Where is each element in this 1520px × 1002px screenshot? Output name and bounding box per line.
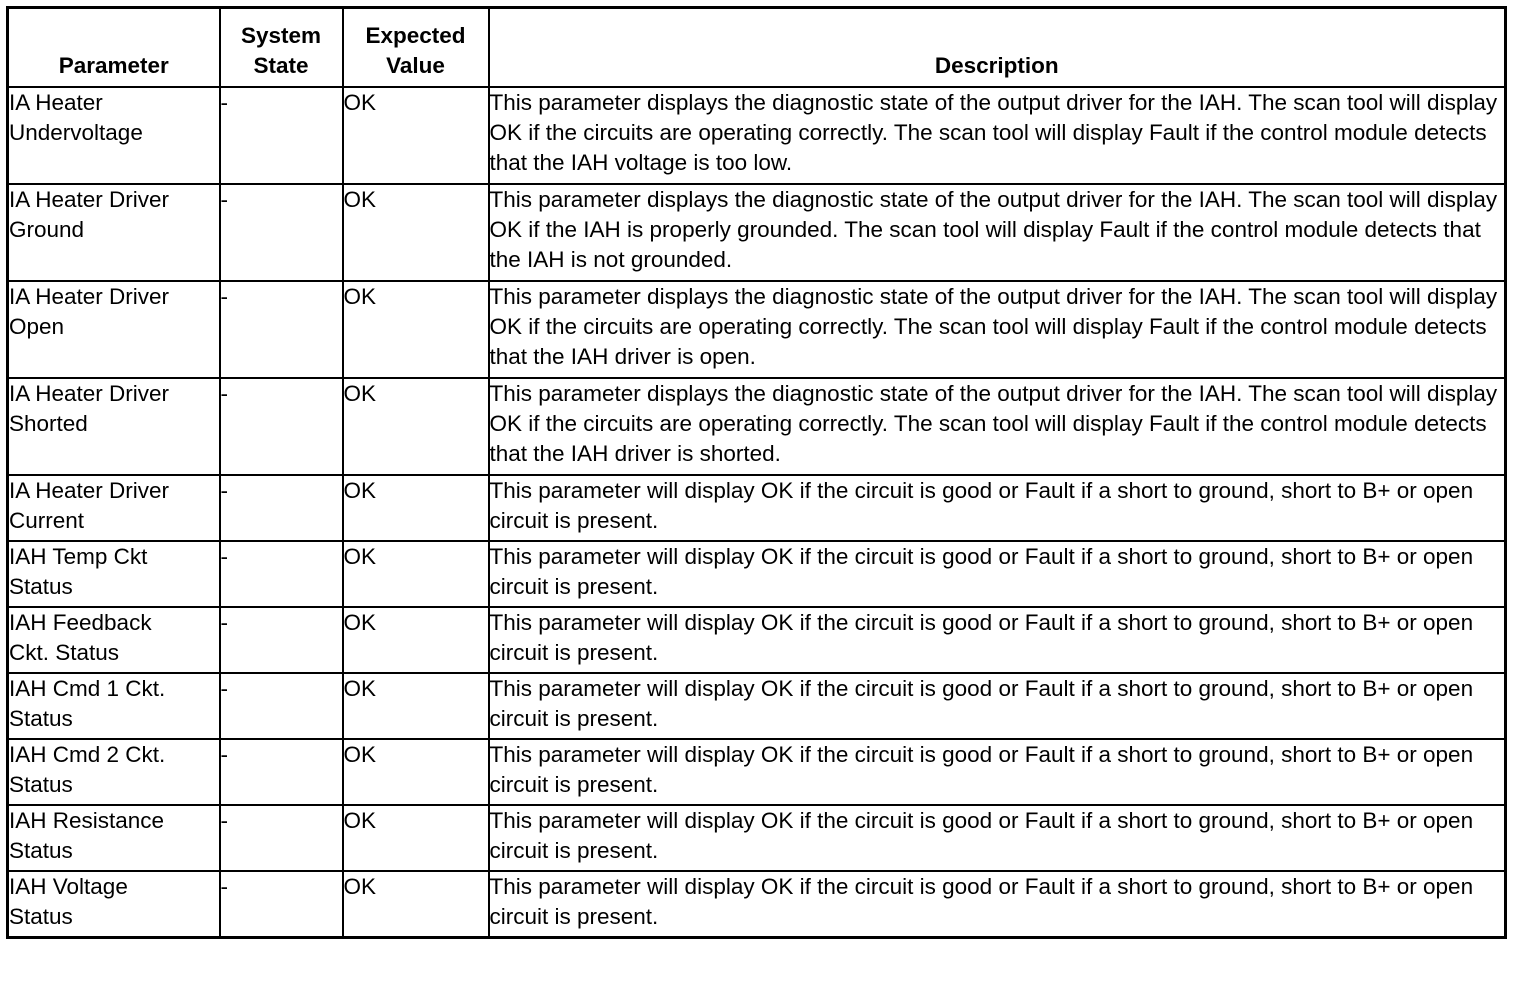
system-state-cell: - <box>220 378 343 475</box>
header-row <box>8 8 1506 88</box>
parameter-cell <box>8 184 220 281</box>
header-parameter-label: Parameter <box>58 53 169 78</box>
table-row <box>8 871 1506 938</box>
parameter-name-line2: Open <box>9 314 65 339</box>
parameter-name-line2: Ckt. Status <box>9 640 120 665</box>
system-state-cell: - <box>220 871 343 938</box>
description-cell: This parameter displays the diagnostic state of the output driver for the IAH. The scan tool will display OK if the circuits are operating correctly. The scan tool will display Fault if the control module detects that the IAH voltage is too low. <box>489 87 1506 184</box>
system-state-cell: - <box>220 281 343 378</box>
expected-value-cell: OK <box>343 281 489 378</box>
parameter-cell <box>8 739 220 805</box>
description-cell: This parameter displays the diagnostic state of the output driver for the IAH. The scan tool will display OK if the circuits are operating correctly. The scan tool will display Fault if the control module detects that the IAH driver is shorted. <box>489 378 1506 475</box>
parameter-name-line2: Status <box>9 904 73 929</box>
header-expected-value <box>343 8 489 88</box>
header-expected-value-line2: Value <box>386 53 445 78</box>
parameter-name-line2: Current <box>9 508 85 533</box>
table-row <box>8 541 1506 607</box>
parameter-name-line1: IA Heater Driver <box>9 284 170 309</box>
table-row <box>8 378 1506 475</box>
parameter-cell <box>8 871 220 938</box>
header-expected-value-line1: Expected <box>365 23 466 48</box>
table-row <box>8 805 1506 871</box>
parameter-cell <box>8 607 220 673</box>
expected-value-cell: OK <box>343 739 489 805</box>
parameter-name-line1: IA Heater Driver <box>9 381 170 406</box>
table-row <box>8 607 1506 673</box>
table-row <box>8 87 1506 184</box>
header-system-state-line2: State <box>253 53 309 78</box>
expected-value-cell: OK <box>343 378 489 475</box>
expected-value-cell: OK <box>343 475 489 541</box>
parameter-cell <box>8 541 220 607</box>
description-cell: This parameter displays the diagnostic state of the output driver for the IAH. The scan tool will display OK if the IAH is properly grounded. The scan tool will display Fault if the control module detects that the IAH is not grounded. <box>489 184 1506 281</box>
parameter-name-line2: Status <box>9 838 73 863</box>
table-row <box>8 281 1506 378</box>
parameter-cell <box>8 87 220 184</box>
parameter-name-line1: IAH Temp Ckt <box>9 544 148 569</box>
parameter-cell <box>8 673 220 739</box>
parameter-name-line1: IAH Resistance <box>9 808 165 833</box>
table-row <box>8 739 1506 805</box>
expected-value-cell: OK <box>343 184 489 281</box>
description-cell: This parameter will display OK if the circuit is good or Fault if a short to ground, short to B+ or open circuit is present. <box>489 541 1506 607</box>
header-system-state <box>220 8 343 88</box>
table-row <box>8 184 1506 281</box>
expected-value-cell: OK <box>343 87 489 184</box>
system-state-cell: - <box>220 475 343 541</box>
parameter-cell <box>8 805 220 871</box>
system-state-cell: - <box>220 739 343 805</box>
expected-value-cell: OK <box>343 871 489 938</box>
description-cell: This parameter displays the diagnostic state of the output driver for the IAH. The scan tool will display OK if the circuits are operating correctly. The scan tool will display Fault if the control module detects that the IAH driver is open. <box>489 281 1506 378</box>
expected-value-cell: OK <box>343 541 489 607</box>
parameter-cell <box>8 281 220 378</box>
parameter-name-line2: Undervoltage <box>9 120 143 145</box>
parameter-name-line2: Ground <box>9 217 85 242</box>
header-description <box>489 8 1506 88</box>
system-state-cell: - <box>220 607 343 673</box>
system-state-cell: - <box>220 541 343 607</box>
description-cell: This parameter will display OK if the circuit is good or Fault if a short to ground, short to B+ or open circuit is present. <box>489 739 1506 805</box>
parameter-name-line2: Status <box>9 574 73 599</box>
parameter-table <box>6 6 1507 939</box>
parameter-name-line2: Status <box>9 772 73 797</box>
parameter-cell <box>8 475 220 541</box>
parameter-name-line1: IAH Cmd 1 Ckt. <box>9 676 166 701</box>
expected-value-cell: OK <box>343 607 489 673</box>
parameter-name-line1: IA Heater <box>9 90 103 115</box>
parameter-name-line2: Shorted <box>9 411 88 436</box>
header-description-label: Description <box>934 53 1059 78</box>
header-system-state-line1: System <box>240 23 322 48</box>
system-state-cell: - <box>220 87 343 184</box>
description-cell: This parameter will display OK if the circuit is good or Fault if a short to ground, short to B+ or open circuit is present. <box>489 607 1506 673</box>
parameter-name-line1: IAH Cmd 2 Ckt. <box>9 742 166 767</box>
description-cell: This parameter will display OK if the circuit is good or Fault if a short to ground, short to B+ or open circuit is present. <box>489 673 1506 739</box>
parameter-name-line1: IAH Feedback <box>9 610 152 635</box>
header-parameter <box>8 8 220 88</box>
expected-value-cell: OK <box>343 673 489 739</box>
parameter-cell <box>8 378 220 475</box>
parameter-name-line1: IA Heater Driver <box>9 187 170 212</box>
parameter-name-line1: IAH Voltage <box>9 874 128 899</box>
expected-value-cell: OK <box>343 805 489 871</box>
system-state-cell: - <box>220 805 343 871</box>
system-state-cell: - <box>220 184 343 281</box>
system-state-cell: - <box>220 673 343 739</box>
parameter-name-line1: IA Heater Driver <box>9 478 170 503</box>
table-row <box>8 673 1506 739</box>
description-cell: This parameter will display OK if the circuit is good or Fault if a short to ground, short to B+ or open circuit is present. <box>489 805 1506 871</box>
table-row <box>8 475 1506 541</box>
parameter-name-line2: Status <box>9 706 73 731</box>
description-cell: This parameter will display OK if the circuit is good or Fault if a short to ground, short to B+ or open circuit is present. <box>489 871 1506 938</box>
description-cell: This parameter will display OK if the circuit is good or Fault if a short to ground, short to B+ or open circuit is present. <box>489 475 1506 541</box>
